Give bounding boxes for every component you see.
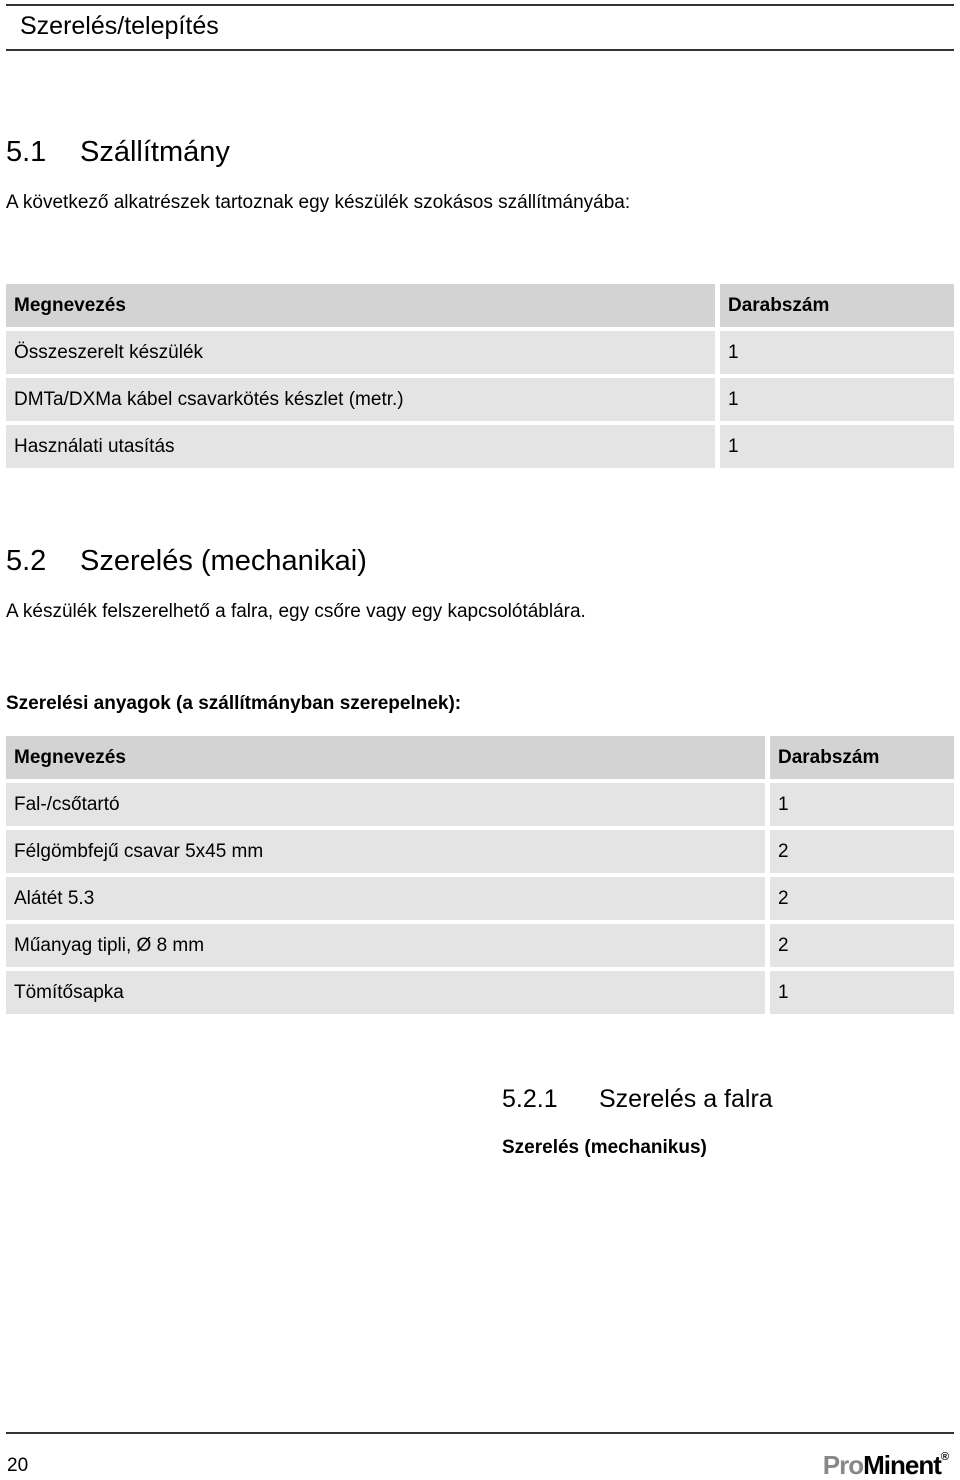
delivery-table xyxy=(6,284,954,472)
registered-mark: ® xyxy=(940,1451,948,1463)
section-5-1-heading xyxy=(6,135,230,169)
column-header-name: Megnevezés xyxy=(6,284,715,327)
section-5-2-1-subheading: Szerelés (mechanikus) xyxy=(502,1137,707,1158)
row-qty: 1 xyxy=(720,331,954,374)
row-name: Összeszerelt készülék xyxy=(6,331,715,374)
header-rule-top xyxy=(6,4,954,6)
row-name: Fal-/csőtartó xyxy=(6,783,765,826)
table-row xyxy=(6,331,954,374)
column-header-qty: Darabszám xyxy=(720,284,954,327)
section-number: 5.1 xyxy=(6,136,47,168)
prominent-logo xyxy=(823,1450,948,1480)
table-row xyxy=(6,971,954,1014)
section-5-2-heading xyxy=(6,544,367,578)
row-qty: 2 xyxy=(770,924,954,967)
row-qty: 2 xyxy=(770,877,954,920)
table-row xyxy=(6,378,954,421)
logo-part-pro: Pro xyxy=(822,1450,864,1480)
row-qty: 1 xyxy=(770,971,954,1014)
table-row xyxy=(6,425,954,468)
row-name: Tömítősapka xyxy=(6,971,765,1014)
section-number: 5.2.1 xyxy=(502,1085,558,1113)
section-title: Szerelés (mechanikai) xyxy=(80,545,367,577)
row-name: Félgömbfejű csavar 5x45 mm xyxy=(6,830,765,873)
row-qty: 2 xyxy=(770,830,954,873)
row-name: DMTa/DXMa kábel csavarkötés készlet (metr.) xyxy=(6,378,715,421)
section-5-2-1-heading xyxy=(502,1084,773,1114)
row-name: Alátét 5.3 xyxy=(6,877,765,920)
section-title: Szállítmány xyxy=(80,136,230,168)
row-name: Használati utasítás xyxy=(6,425,715,468)
row-name: Műanyag tipli, Ø 8 mm xyxy=(6,924,765,967)
table-row xyxy=(6,924,954,967)
section-5-1-intro: A következő alkatrészek tartoznak egy készülék szokásos szállítmányába: xyxy=(6,192,631,213)
column-header-qty: Darabszám xyxy=(770,736,954,779)
row-qty: 1 xyxy=(770,783,954,826)
page-number: 20 xyxy=(7,1455,29,1476)
table-row xyxy=(6,830,954,873)
header-rule-bottom xyxy=(6,49,954,51)
footer-rule xyxy=(6,1432,954,1434)
materials-heading: Szerelési anyagok (a szállítmányban szerepelnek): xyxy=(6,693,462,714)
table-header-row xyxy=(6,736,954,779)
section-number: 5.2 xyxy=(6,545,47,577)
materials-table xyxy=(6,736,954,1018)
page-header-title: Szerelés/telepítés xyxy=(20,12,219,40)
logo-part-minent: Minent xyxy=(863,1450,941,1480)
section-5-2-intro: A készülék felszerelhető a falra, egy csőre vagy egy kapcsolótáblára. xyxy=(6,601,586,622)
row-qty: 1 xyxy=(720,425,954,468)
table-row xyxy=(6,783,954,826)
table-row xyxy=(6,877,954,920)
table-header-row xyxy=(6,284,954,327)
column-header-name: Megnevezés xyxy=(6,736,765,779)
row-qty: 1 xyxy=(720,378,954,421)
section-title: Szerelés a falra xyxy=(599,1085,773,1113)
